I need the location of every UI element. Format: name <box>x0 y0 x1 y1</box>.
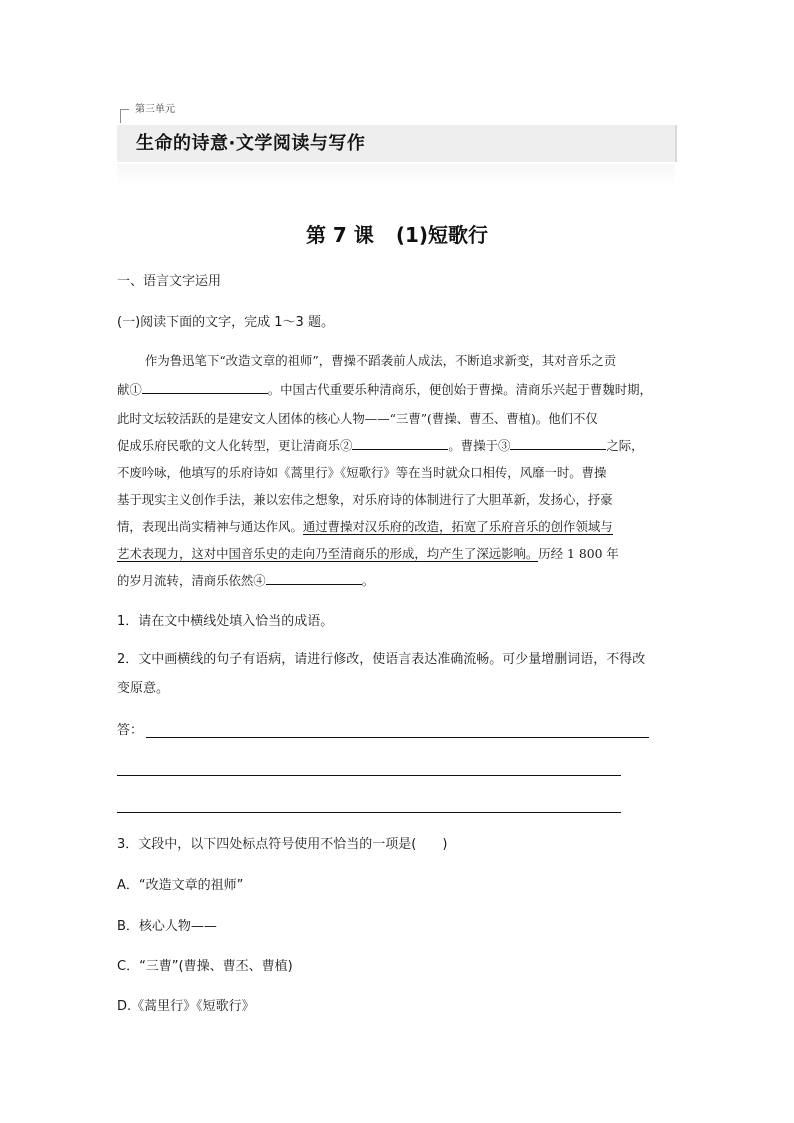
question-3: 3．文段中，以下四处标点符号使用不恰当的一项是( ) <box>117 837 448 852</box>
lesson-name: (1)短歌行 <box>395 223 489 247</box>
passage-line-2 <box>117 381 677 399</box>
underlined-sentence: 通过曹操对汉乐府的改造，拓宽了乐府音乐的创作领域与 <box>302 519 613 534</box>
lesson-title <box>0 221 794 249</box>
underlined-sentence: 艺术表现力，这对中国音乐史的走向乃至清商乐的形成，均产生了深远影响。 <box>117 546 539 561</box>
unit-header <box>117 101 675 187</box>
blank-4[interactable] <box>266 572 362 585</box>
passage-line-9 <box>117 572 677 590</box>
answer-label: 答： <box>117 723 144 738</box>
passage-line-4 <box>117 437 677 455</box>
passage-text: 历经 1 800 年 <box>538 546 619 561</box>
passage-text: 情，表现出尚实精神与通达作风。 <box>117 519 303 534</box>
passage-line-6: 基于现实主义创作手法，兼以宏伟之想象，对乐府诗的体制进行了大胆革新，发扬心，抒豪 <box>117 492 613 507</box>
passage-line-5: 不废吟咏，他填写的乐府诗如《蒿里行》《短歌行》等在当时就众口相传，风靡一时。曹操 <box>117 465 607 480</box>
answer-line-1[interactable] <box>146 737 649 738</box>
unit-title: 生命的诗意·文学阅读与写作 <box>136 133 366 154</box>
unit-label-row <box>117 101 675 123</box>
section-subheading: (一)阅读下面的文字，完成 1～3 题。 <box>117 315 334 330</box>
passage-text: 。中国古代重要乐种清商乐，便创始于曹操。清商乐兴起于曹魏时期， <box>267 382 652 397</box>
unit-title-bar <box>117 125 677 162</box>
passage-line-7 <box>117 518 677 536</box>
answer-line-2[interactable] <box>117 775 621 776</box>
option-b: B．核心人物—— <box>117 919 217 934</box>
passage-text: 的岁月流转，清商乐依然④ <box>117 573 266 588</box>
corner-mark-horizontal <box>120 109 129 110</box>
passage-line-8 <box>117 545 677 563</box>
question-2: 2．文中画横线的句子有语病，请进行修改，使语言表达准确流畅。可少量增删词语，不得改 <box>117 652 646 667</box>
option-a: A．“改造文章的祖师” <box>117 878 244 893</box>
passage-text: 。 <box>361 573 375 588</box>
passage-line-3: 此时文坛较活跃的是建安文人团体的核心人物——“三曹”(曹操、曹丕、曹植)。他们不仅 <box>117 411 598 426</box>
answer-line-3[interactable] <box>117 812 621 813</box>
unit-band-shadow <box>117 164 675 188</box>
corner-mark <box>120 109 121 123</box>
passage-text: 。曹操于③ <box>448 438 511 453</box>
passage-text: 献① <box>117 382 142 397</box>
option-c: C．“三曹”(曹操、曹丕、曹植) <box>117 959 293 974</box>
passage-text: 促成乐府民歌的文人化转型，更让清商乐② <box>117 438 353 453</box>
question-1: 1．请在文中横线处填入恰当的成语。 <box>117 614 334 629</box>
blank-1[interactable] <box>142 381 268 394</box>
blank-2[interactable] <box>352 437 448 450</box>
unit-label: 第三单元 <box>135 104 175 115</box>
section-heading: 一、语言文字运用 <box>117 274 222 289</box>
passage-line-1: 作为鲁迅笔下“改造文章的祖师”，曹操不蹈袭前人成法，不断追求新变，其对音乐之贡 <box>145 353 617 368</box>
passage-text: 之际， <box>606 438 644 453</box>
blank-3[interactable] <box>510 437 606 450</box>
option-d: D.《蒿里行》《短歌行》 <box>117 999 255 1014</box>
lesson-number: 第 7 课 <box>305 223 374 247</box>
question-2-continued: 变原意。 <box>117 681 170 696</box>
